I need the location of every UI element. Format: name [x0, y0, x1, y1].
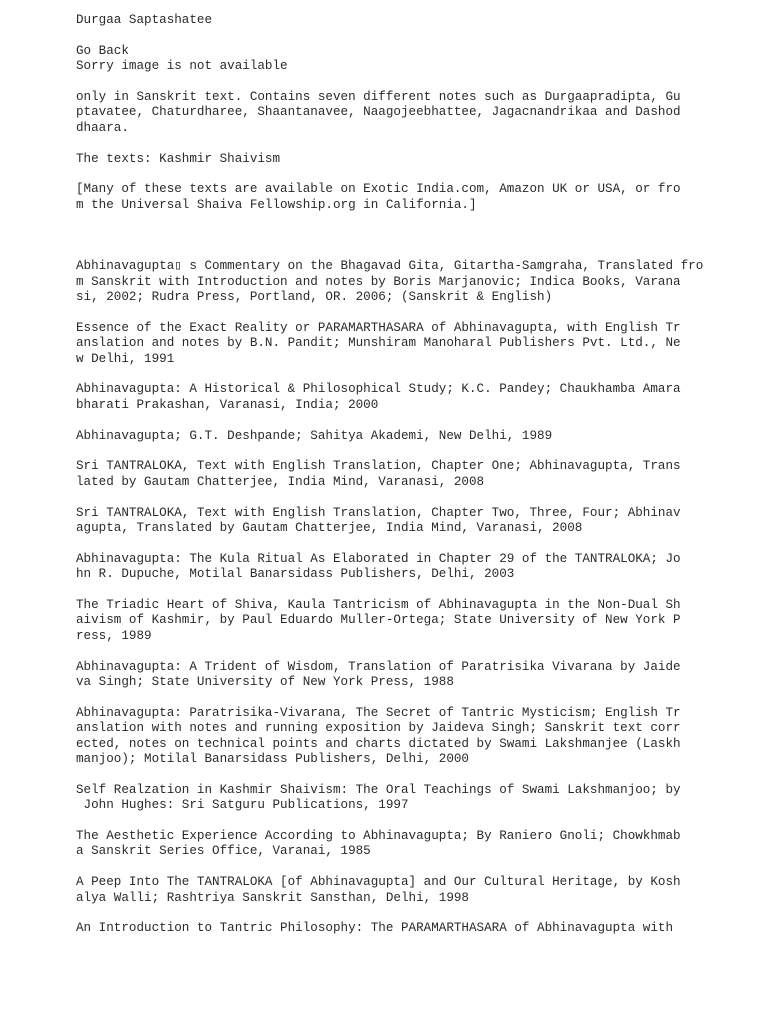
entry-line: bharati Prakashan, Varanasi, India; 2000 — [76, 397, 379, 412]
entry-line: ected, notes on technical points and charts dictated by Swami Lakshmanjee (Laskh — [76, 736, 681, 751]
entry-line: ress, 1989 — [76, 628, 152, 643]
entry-line: Abhinavagupta▯ s Commentary on the Bhagavad Gita, Gitartha-Samgraha, Translated fro — [76, 259, 704, 274]
bibliography-entry — [76, 598, 696, 644]
entry-line: John Hughes: Sri Satguru Publications, 1997 — [76, 798, 409, 813]
bibliography-entry — [76, 321, 696, 367]
go-back-link[interactable]: Go Back — [76, 43, 129, 58]
entry-line: anslation and notes by B.N. Pandit; Munshiram Manoharal Publishers Pvt. Ltd., Ne — [76, 336, 681, 351]
entry-line: agupta, Translated by Gautam Chatterjee, India Mind, Varanasi, 2008 — [76, 521, 583, 536]
note-line: m the Universal Shaiva Fellowship.org in California.] — [76, 197, 477, 212]
bibliography-entry — [76, 259, 704, 305]
intro-line: ptavatee, Chaturdharee, Shaantanavee, Naagojeebhattee, Jagacnandrikaa and Dashod — [76, 105, 681, 120]
entry-line: Essence of the Exact Reality or PARAMARTHASARA of Abhinavagupta, with English Tr — [76, 320, 681, 335]
entry-line: Sri TANTRALOKA, Text with English Translation, Chapter One; Abhinavagupta, Trans — [76, 459, 681, 474]
nav-block — [76, 44, 696, 75]
section-heading: The texts: Kashmir Shaivism — [76, 151, 281, 166]
entry-line: The Triadic Heart of Shiva, Kaula Tantricism of Abhinavagupta in the Non-Dual Sh — [76, 598, 681, 613]
entry-line: a Sanskrit Series Office, Varanai, 1985 — [76, 844, 371, 859]
bibliography-entry — [76, 875, 696, 906]
bibliography-entry — [76, 660, 696, 691]
bibliography-entry — [76, 506, 696, 537]
entry-line: Abhinavagupta: A Trident of Wisdom, Translation of Paratrisika Vivarana by Jaide — [76, 659, 681, 674]
bibliography-entry — [76, 829, 696, 860]
section-heading-block — [76, 152, 696, 167]
entry-line: Abhinavagupta: A Historical & Philosophical Study; K.C. Pandey; Chaukhamba Amara — [76, 382, 681, 397]
entry-line: aivism of Kashmir, by Paul Eduardo Muller-Ortega; State University of New York P — [76, 613, 681, 628]
bibliography-list — [76, 259, 704, 937]
image-missing-text: Sorry image is not available — [76, 59, 288, 74]
entry-line: m Sanskrit with Introduction and notes by Boris Marjanovic; Indica Books, Varana — [76, 274, 681, 289]
note-line: [Many of these texts are available on Exotic India.com, Amazon UK or USA, or fro — [76, 182, 681, 197]
availability-note — [76, 182, 696, 213]
entry-line: si, 2002; Rudra Press, Portland, OR. 2006; (Sanskrit & English) — [76, 290, 553, 305]
entry-line: hn R. Dupuche, Motilal Banarsidass Publishers, Delhi, 2003 — [76, 567, 515, 582]
intro-line: only in Sanskrit text. Contains seven different notes such as Durgaapradipta, Gu — [76, 90, 681, 104]
entry-line: A Peep Into The TANTRALOKA [of Abhinavagupta] and Our Cultural Heritage, by Kosh — [76, 875, 681, 890]
entry-line: Self Realzation in Kashmir Shaivism: The Oral Teachings of Swami Lakshmanjoo; by — [76, 782, 681, 797]
spacer — [76, 213, 696, 259]
intro-paragraph — [76, 90, 696, 136]
bibliography-entry — [76, 783, 696, 814]
bibliography-entry — [76, 552, 696, 583]
entry-line: Abhinavagupta: The Kula Ritual As Elaborated in Chapter 29 of the TANTRALOKA; Jo — [76, 551, 681, 566]
doc-title: Durgaa Saptashatee — [76, 13, 213, 27]
bibliography-entry — [76, 382, 696, 413]
entry-line: anslation with notes and running exposition by Jaideva Singh; Sanskrit text corr — [76, 721, 681, 736]
intro-line: dhaara. — [76, 120, 129, 135]
entry-line: va Singh; State University of New York Press, 1988 — [76, 675, 454, 690]
entry-line: Abhinavagupta: Paratrisika-Vivarana, The Secret of Tantric Mysticism; English Tr — [76, 705, 681, 720]
entry-line: Sri TANTRALOKA, Text with English Translation, Chapter Two, Three, Four; Abhinav — [76, 505, 681, 520]
entry-line: An Introduction to Tantric Philosophy: The PARAMARTHASARA of Abhinavagupta with — [76, 921, 674, 936]
entry-line: manjoo); Motilal Banarsidass Publishers, Delhi, 2000 — [76, 752, 469, 767]
entry-line: lated by Gautam Chatterjee, India Mind, Varanasi, 2008 — [76, 474, 485, 489]
entry-line: Abhinavagupta; G.T. Deshpande; Sahitya Akademi, New Delhi, 1989 — [76, 428, 553, 443]
bibliography-entry — [76, 459, 696, 490]
bibliography-entry — [76, 706, 696, 768]
entry-line: w Delhi, 1991 — [76, 351, 175, 366]
document-page — [76, 13, 704, 952]
bibliography-entry — [76, 429, 696, 444]
entry-line: The Aesthetic Experience According to Abhinavagupta; By Raniero Gnoli; Chowkhmab — [76, 829, 681, 844]
doc-title-block — [76, 13, 696, 28]
entry-line: alya Walli; Rashtriya Sanskrit Sansthan, Delhi, 1998 — [76, 890, 469, 905]
bibliography-entry — [76, 921, 696, 936]
